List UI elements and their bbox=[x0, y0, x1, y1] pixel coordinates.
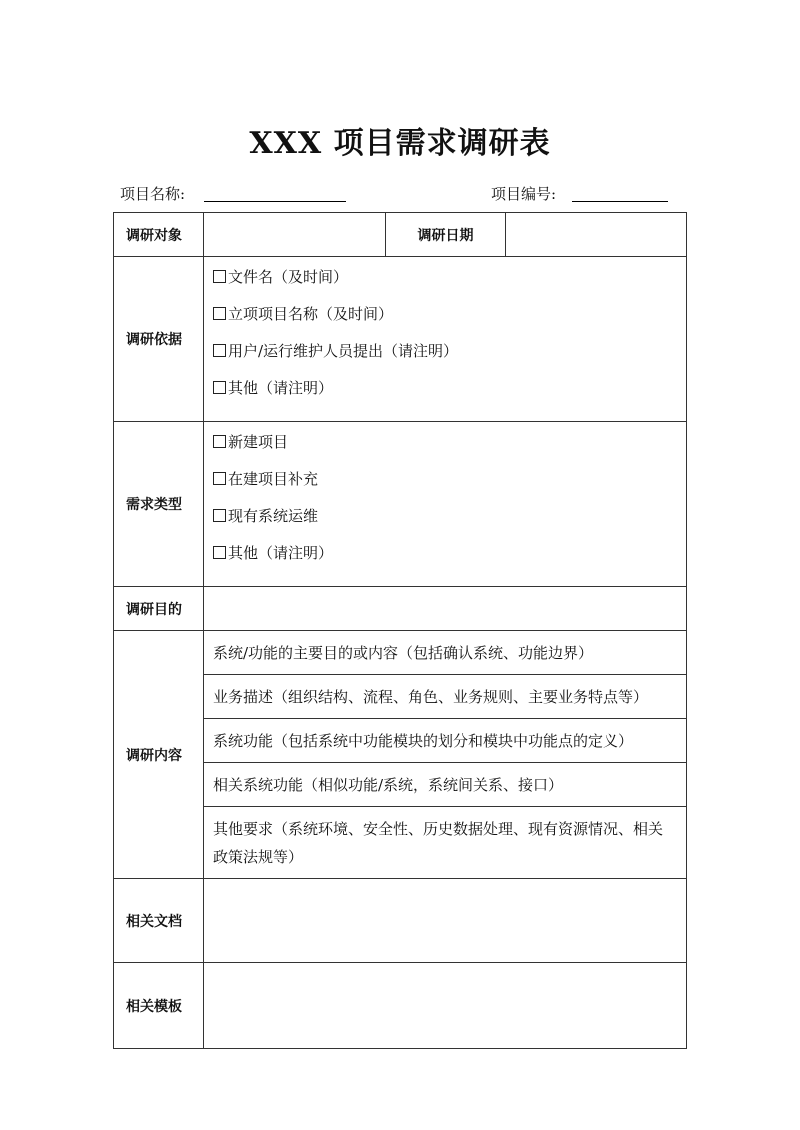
content-item: 系统/功能的主要目的或内容（包括确认系统、功能边界） bbox=[204, 631, 687, 675]
checkbox-icon[interactable] bbox=[213, 472, 226, 485]
purpose-field[interactable] bbox=[204, 587, 687, 631]
req-type-options bbox=[204, 422, 686, 586]
date-label: 调研日期 bbox=[386, 213, 506, 257]
basis-option[interactable]: 文件名（及时间） bbox=[213, 267, 686, 304]
content-item: 系统功能（包括系统中功能模块的划分和模块中功能点的定义） bbox=[204, 719, 687, 763]
templates-row bbox=[114, 963, 687, 1049]
docs-label: 相关文档 bbox=[114, 879, 204, 963]
purpose-row bbox=[114, 587, 687, 631]
project-number-field[interactable] bbox=[572, 201, 668, 202]
content-item: 业务描述（组织结构、流程、角色、业务规则、主要业务特点等） bbox=[204, 675, 687, 719]
req-type-row bbox=[114, 422, 687, 587]
content-row bbox=[114, 631, 687, 675]
checkbox-icon[interactable] bbox=[213, 546, 226, 559]
subject-date-row bbox=[114, 213, 687, 257]
req-type-options-cell bbox=[204, 422, 687, 587]
document-title: XXX 项目需求调研表 bbox=[249, 126, 551, 161]
docs-field[interactable] bbox=[204, 879, 687, 963]
content-item: 其他要求（系统环境、安全性、历史数据处理、现有资源情况、相关政策法规等） bbox=[204, 807, 687, 879]
basis-options bbox=[204, 257, 686, 421]
checkbox-icon[interactable] bbox=[213, 381, 226, 394]
date-field[interactable] bbox=[506, 213, 687, 257]
checkbox-icon[interactable] bbox=[213, 509, 226, 522]
basis-option[interactable]: 用户/运行维护人员提出（请注明） bbox=[213, 341, 686, 378]
basis-label: 调研依据 bbox=[114, 257, 204, 422]
subject-field[interactable] bbox=[204, 213, 386, 257]
project-number-label: 项目编号: bbox=[491, 185, 557, 203]
docs-row bbox=[114, 879, 687, 963]
templates-field[interactable] bbox=[204, 963, 687, 1049]
checkbox-icon[interactable] bbox=[213, 307, 226, 320]
req-type-option[interactable]: 新建项目 bbox=[213, 432, 686, 469]
basis-row bbox=[114, 257, 687, 422]
project-name-label: 项目名称: bbox=[120, 185, 186, 203]
req-type-label: 需求类型 bbox=[114, 422, 204, 587]
checkbox-icon[interactable] bbox=[213, 435, 226, 448]
purpose-label: 调研目的 bbox=[114, 587, 204, 631]
basis-options-cell bbox=[204, 257, 687, 422]
basis-option[interactable]: 立项项目名称（及时间） bbox=[213, 304, 686, 341]
checkbox-icon[interactable] bbox=[213, 270, 226, 283]
checkbox-icon[interactable] bbox=[213, 344, 226, 357]
subject-label: 调研对象 bbox=[114, 213, 204, 257]
req-type-option[interactable]: 在建项目补充 bbox=[213, 469, 686, 506]
req-type-option[interactable]: 其他（请注明） bbox=[213, 543, 686, 580]
templates-label: 相关模板 bbox=[114, 963, 204, 1049]
basis-option[interactable]: 其他（请注明） bbox=[213, 378, 686, 415]
content-label: 调研内容 bbox=[114, 631, 204, 879]
content-item: 相关系统功能（相似功能/系统，系统间关系、接口） bbox=[204, 763, 687, 807]
project-name-field[interactable] bbox=[204, 201, 346, 202]
survey-form-table bbox=[113, 212, 687, 1049]
req-type-option[interactable]: 现有系统运维 bbox=[213, 506, 686, 543]
